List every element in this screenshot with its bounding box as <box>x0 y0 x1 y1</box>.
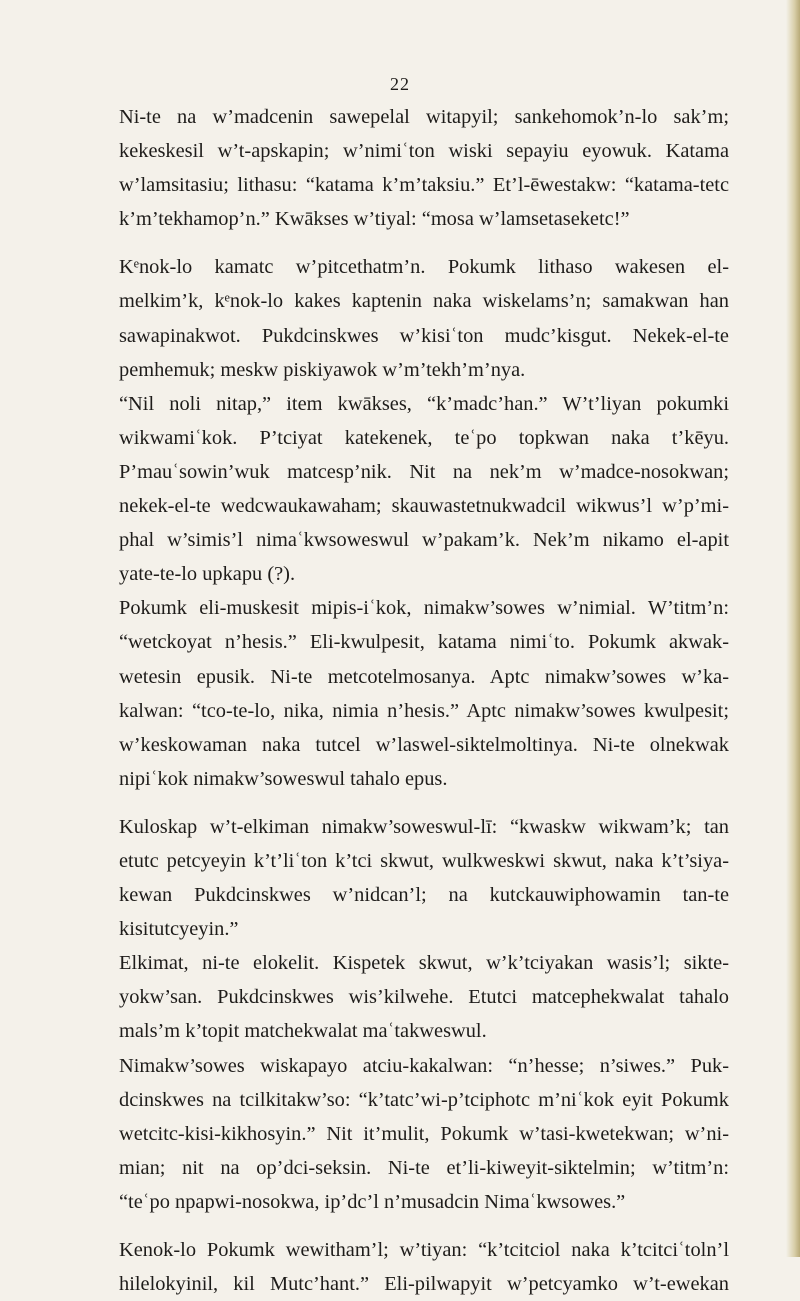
text-line: w’lamsitasiu; lithasu: “katama k’m’taksiu.” Et’l-ēwestakw: “katama-tetc <box>119 174 729 197</box>
text-line: pemhemuk; meskw piskiyawok w’m’tekh’m’nya. <box>119 358 526 381</box>
text-line: wetcitc-kisi-kikhosyin.” Nit it’mulit, Pokumk w’tasi-kwetekwan; w’ni- <box>119 1122 729 1145</box>
text-line: kewan Pukdcinskwes w’nidcan’l; na kutckauwiphowamin tan-te <box>119 884 729 907</box>
text-line: etutc petcyeyin k’t’liʿton k’tci skwut, wulkweskwi skwut, naka k’t’siya- <box>119 849 729 872</box>
text-line: wikwamiʿkok. P’tciyat katekenek, teʿpo topkwan naka t’kēyu. <box>119 426 729 449</box>
text-line: kisitutcyeyin.” <box>119 918 239 941</box>
text-line: kalwan: “tco-te-lo, nika, nimia n’hesis.” Aptc nimakw’sowes kwulpesit; <box>119 699 729 722</box>
text-line: P’mauʿsowin’wuk matcesp’nik. Nit na nek’m w’madce-nosokwan; <box>119 460 729 483</box>
text-line: Kuloskap w’t-elkiman nimakw’soweswul-lī: “kwaskw wikwam’k; tan <box>119 815 729 838</box>
text-line: melkim’k, kᵉnok-lo kakes kaptenin naka wiskelams’n; samakwan han <box>119 290 729 313</box>
text-line: Kᵉnok-lo kamatc w’pitcethatm’n. Pokumk lithaso wakesen el- <box>119 256 729 279</box>
text-line: w’keskowaman naka tutcel w’laswel-siktelmoltinya. Ni-te olnekwak <box>119 733 729 756</box>
text-line: yokw’san. Pukdcinskwes wis’kilwehe. Etutci matcephekwalat tahalo <box>119 986 729 1009</box>
text-line: wetesin epusik. Ni-te metcotelmosanya. Aptc nimakw’sowes w’ka- <box>119 665 729 688</box>
text-line: sawapinakwot. Pukdcinskwes w’kisiʿton mudc’kisgut. Nekek-el-te <box>119 324 729 347</box>
text-body <box>119 100 729 1301</box>
text-line: Ni-te na w’madcenin sawepelal witapyil; sankehomok’n-lo sak’m; <box>119 106 729 128</box>
text-line: kekeskesil w’t-apskapin; w’nimiʿton wiski sepayiu eyowuk. Katama <box>119 140 729 163</box>
paragraph-3 <box>119 810 729 1219</box>
text-line: mals’m k’topit matchekwalat maʿtakweswul. <box>119 1020 487 1043</box>
paragraph-1 <box>119 100 729 236</box>
paragraph-4 <box>119 1233 729 1301</box>
text-line: Pokumk eli-muskesit mipis-iʿkok, nimakw’sowes w’nimial. W’titm’n: <box>119 597 729 620</box>
paragraph-2 <box>119 250 729 796</box>
text-line: Kenok-lo Pokumk wewitham’l; w’tiyan: “k’tcitciol naka k’tcitciʿtoln’l <box>119 1239 729 1261</box>
paragraph-gap <box>119 796 729 810</box>
text-line: phal w’simis’l nimaʿkwsoweswul w’pakam’k. Nek’m nikamo el-apit <box>119 529 729 552</box>
text-line: Nimakw’sowes wiskapayo atciu-kakalwan: “n’hesse; n’siwes.” Puk- <box>119 1054 729 1077</box>
text-line: dcinskwes na tcilkitakw’so: “k’tatc’wi-p’tciphotc m’niʿkok eyit Pokumk <box>119 1088 729 1111</box>
text-line: k’m’tekhamop’n.” Kwākses w’tiyal: “mosa w’lamsetaseketc!” <box>119 208 630 231</box>
text-line: “teʿpo npapwi-nosokwa, ip’dc’l n’musadcin Nimaʿkwsowes.” <box>119 1190 626 1213</box>
text-line: mian; nit na op’dci-seksin. Ni-te et’li-kiweyit-siktelmin; w’titm’n: <box>119 1156 729 1179</box>
paragraph-gap <box>119 236 729 250</box>
text-line: nekek-el-te wedcwaukawaham; skauwastetnukwadcil wikwus’l w’p’mi- <box>119 495 729 518</box>
text-line: hilelokyinil, kil Mutc’hant.” Eli-pilwapyit w’petcyamko w’t-ewekan <box>119 1273 729 1296</box>
page-edge-shadow <box>786 0 800 1257</box>
text-line: “Nil noli nitap,” item kwākses, “k’madc’han.” W’t’liyan pokumki <box>119 392 729 415</box>
paragraph-gap <box>119 1219 729 1233</box>
text-line: “wetckoyat n’hesis.” Eli-kwulpesit, katama nimiʿto. Pokumk akwak- <box>119 631 729 654</box>
text-line: Elkimat, ni-te elokelit. Kispetek skwut, w’k’tciyakan wasis’l; sikte- <box>119 952 729 975</box>
page-number: 22 <box>390 74 410 94</box>
text-line: nipiʿkok nimakw’soweswul tahalo epus. <box>119 767 448 790</box>
text-line: yate-te-lo upkapu (?). <box>119 563 296 586</box>
